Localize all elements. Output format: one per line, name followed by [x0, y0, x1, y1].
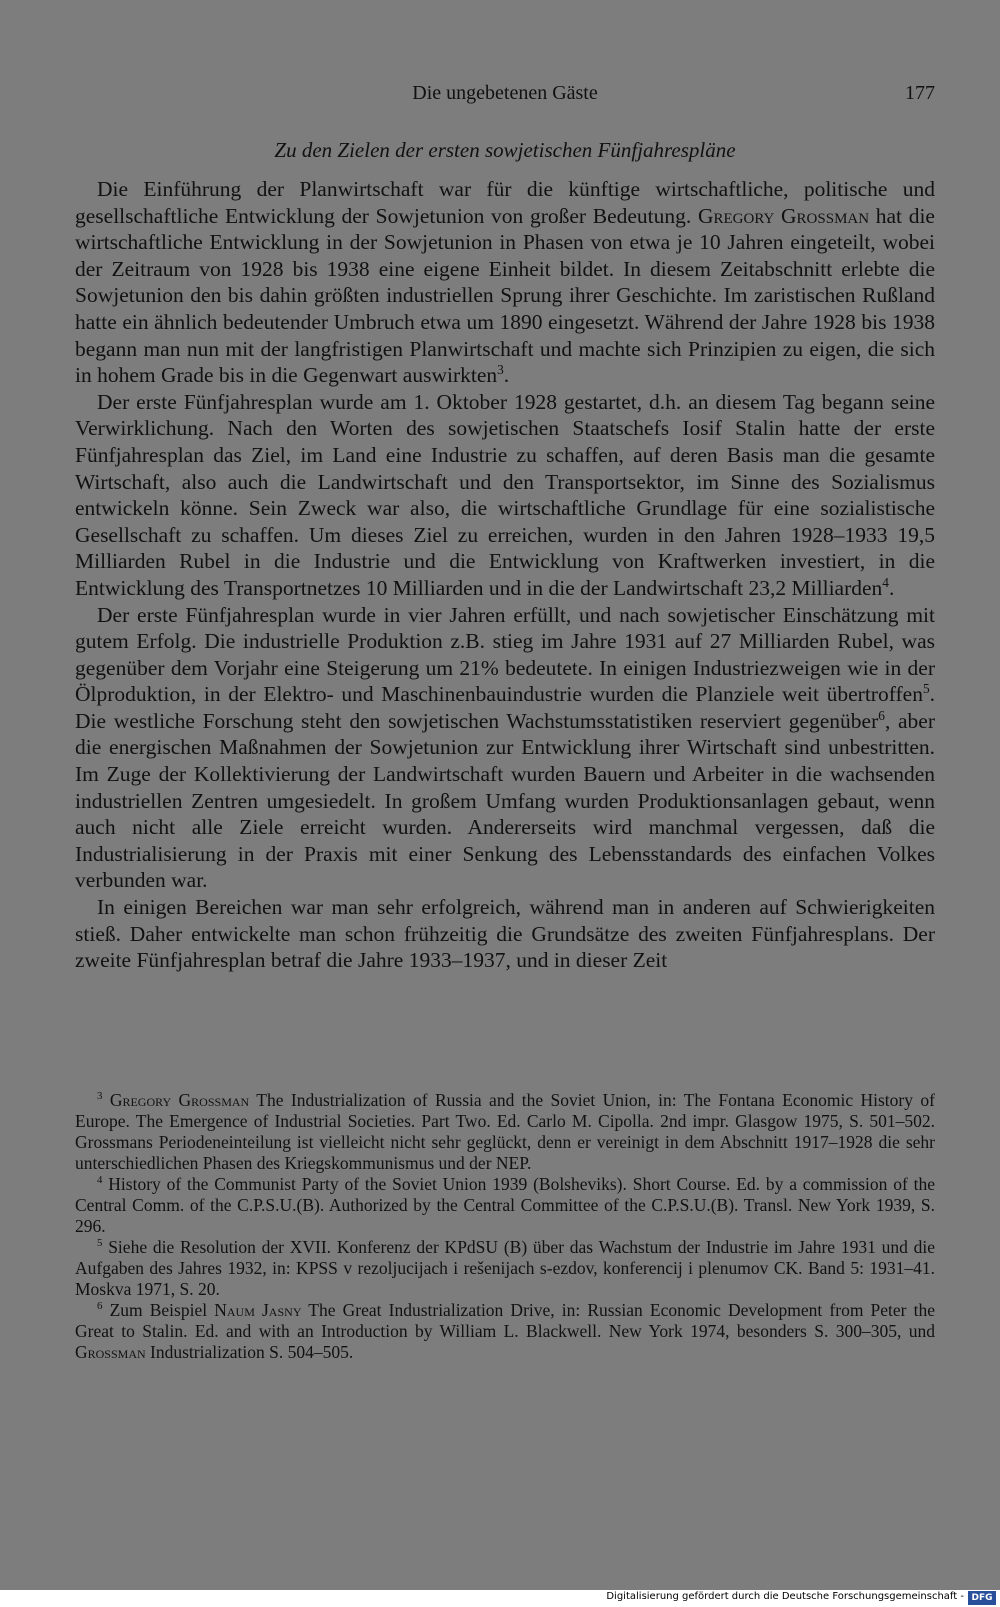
paragraph-2: Der erste Fünfjahresplan wurde am 1. Oktober 1928 gestartet, d.h. an diesem Tag begann seine Verwirklichung. Nach den Worten des sowjetischen Staatschefs Iosif Stalin hatte der erste Fünfjahresplan das Ziel, im Land eine Industrie zu schaffen, auf deren Basis man die gesamte Wirtschaft, also auch die Landwirtschaft und den Transportsektor, im Sinne des Sozialismus entwickeln könne. Sein Zweck war also, die wirtschaftliche Grundlage für eine sozialistische Gesellschaft zu schaffen. Um dieses Ziel zu erreichen, wurden in den Jahren 1928–1933 19,5 Milliarden Rubel in die Industrie und die Entwicklung von Kraftwerken investiert, in die Entwicklung des Transportnetzes 10 Milliarden und in die der Landwirtschaft 23,2 Milliarden$^4$. — [75, 389, 935, 600]
paragraph-1: Die Einführung der Planwirtschaft war für die künftige wirtschaftliche, politische und gesellschaftliche Entwicklung der Sowjetunion von großer Bedeutung. Gregory Grossman hat die wirtschaftliche Entwicklung in der Sowjetunion in Phasen von etwa je 10 Jahren eingeteilt, wobei der Zeitraum von 1928 bis 1938 eine eigene Einheit bildet. In diesem Zeitabschnitt erlebte die Sowjetunion den bis dahin größten industriellen Sprung ihrer Geschichte. Im zaristischen Rußland hatte ein ähnlich bedeutender Umbruch etwa um 1890 eingesetzt. Während der Jahre 1928 bis 1938 begann man nun mit der langfristigen Planwirtschaft und machte sich Prinzipien zu eigen, die sich in hohem Grade bis in die Gegenwart auswirkten$^3$. — [75, 177, 935, 388]
paragraph-4: In einigen Bereichen war man sehr erfolgreich, während man in anderen auf Schwierigkeiten stieß. Daher entwickelte man schon frühzeitig die Grundsätze des zweiten Fünfjahresplans. Der zweite Fünfjahresplan betraf die Jahre 1933–1937, und in dieser Zeit — [75, 895, 935, 973]
running-head — [75, 82, 935, 108]
section-title: Zu den Zielen der ersten sowjetischen Fünfjahrespläne — [274, 138, 736, 162]
paragraph-3: Der erste Fünfjahresplan wurde in vier Jahren erfüllt, und nach sowjetischer Einschätzung mit gutem Erfolg. Die industrielle Produktion z.B. stieg im Jahre 1931 auf 27 Milliarden Rubel, was gegenüber dem Vorjahr eine Steigerung um 21% bedeutete. In einigen Industriezweigen wie in der Ölproduktion, in der Elektro- und Maschinenbauindustrie wurden die Planziele weit übertroffen$^5$. Die westliche Forschung steht den sowjetischen Wachstumsstatistiken reserviert gegenüber$^6$, aber die energischen Maßnahmen der Sowjetunion zur Entwicklung ihrer Wirtschaft sind unbestritten. Im Zuge der Kollektivierung der Landwirtschaft wurden Bauern und Arbeiter in die wachsenden industriellen Zentren umgesiedelt. In großem Umfang wurden Produktionsanlagen gebaut, wenn auch nicht alle Ziele erreicht wurden. Andererseits wird manchmal vergessen, daß die Industrialisierung in der Praxis mit einer Senkung des Lebensstandards des einfachen Volkes verbunden war. — [75, 602, 935, 893]
footnote-author: Grossman — [75, 1342, 146, 1362]
footnote-ref-4[interactable]: 4 — [882, 574, 889, 590]
footnote-author: Gregory Grossman — [109, 1090, 250, 1110]
dfg-logo-icon: DFG — [968, 1591, 996, 1605]
footnote-3: $^3$ Gregory Grossman The Industrialization of Russia and the Soviet Union, in: The Fontana Economic History of Europe. The Emergence of Industrial Societies. Part Two. Ed. Carlo M. Cipolla. 2nd impr. Glasgow 1975, S. 501–502. Grossmans Periodeneinteilung ist vielleicht nicht sehr geglückt, denn er vereinigt in dem Abschnitt 1917–1928 die sehr unterschiedlichen Phasen des Kriegskommunismus und der NEP. — [75, 1090, 935, 1173]
author-name: Gregory Grossman — [697, 203, 870, 228]
footnotes — [75, 1090, 935, 1363]
footnote-ref-6[interactable]: 6 — [878, 707, 885, 723]
footnote-5: $^5$ Siehe die Resolution der XVII. Konferenz der KPdSU (B) über das Wachstum der Industrie im Jahre 1931 und die Aufgaben des Jahres 1932, in: KPSS v rezoljucijach i rešenijach s-ezdov, konferencij i plenumov CK. Band 5: 1931–41. Moskva 1971, S. 20. — [75, 1237, 936, 1299]
running-title: Die ungebetenen Gäste — [412, 82, 598, 104]
body-text — [75, 176, 935, 974]
footnote-6: $^6$ Zum Beispiel Naum Jasny The Great Industrialization Drive, in: Russian Economic Development from Peter the Great to Stalin. Ed. and with an Introduction by William L. Blackwell. New York 1974, besonders S. 300–305, und Grossman Industrialization S. 504–505. — [75, 1300, 936, 1362]
footnote-ref-3[interactable]: 3 — [497, 362, 504, 377]
footnote-ref-5[interactable]: 5 — [922, 681, 930, 697]
page-number: 177 — [905, 82, 935, 104]
footnote-4: $^4$ History of the Communist Party of the Soviet Union 1939 (Bolsheviks). Short Course. Ed. by a commission of the Central Comm. of the C.P.S.U.(B). Authorized by the Central Committee of the C.P.S.U.(B). Transl. New York 1939, S. 296. — [75, 1174, 936, 1236]
footnote-author: Naum Jasny — [214, 1300, 302, 1320]
digitization-footer — [0, 1590, 1000, 1607]
footer-credit: Digitalisierung gefördert durch die Deutsche Forschungsgemeinschaft - — [606, 1591, 964, 1602]
